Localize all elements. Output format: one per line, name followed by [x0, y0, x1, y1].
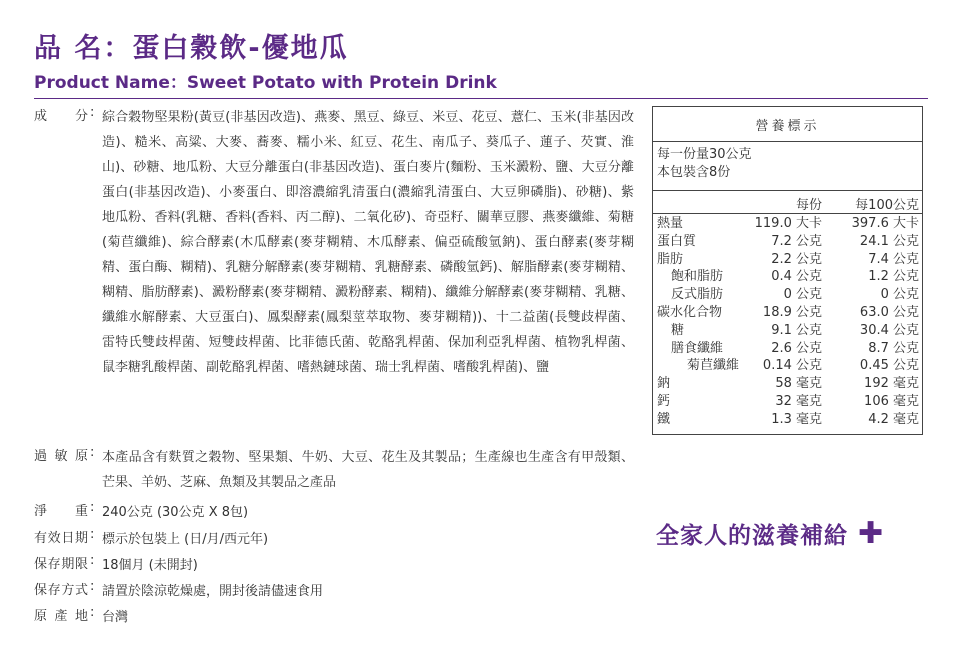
spec-colon: :: [90, 553, 95, 568]
expiry-text: 標示於包裝上 (日/月/西元年): [102, 532, 269, 547]
nutrient-per-100g: 192 毫克: [864, 376, 919, 392]
storage-text: 請置於陰涼乾燥處，開封後請儘速食用: [102, 584, 324, 599]
spec-label-char: 原: [34, 609, 48, 624]
spec-label-char: 淨: [34, 504, 48, 519]
nutrient-per-serving: 2.6 公克: [771, 340, 822, 356]
nutrient-name: 糖: [671, 322, 685, 338]
nutrient-per-serving: 2.2 公克: [771, 251, 822, 267]
spec-label-char: 期: [74, 531, 88, 546]
origin-text: 台灣: [102, 610, 129, 625]
nutrient-name: 脂肪: [657, 251, 684, 267]
spec-colon: :: [90, 527, 95, 542]
nutrient-per-serving: 0 公克: [783, 287, 822, 303]
nutrition-row: [653, 233, 922, 251]
nutrient-per-serving: 58 毫克: [775, 376, 822, 392]
nutrient-per-serving: 119.0 大卡: [754, 216, 822, 231]
nutrient-per-serving: 0.4 公克: [771, 269, 822, 285]
spec-label-char: 分: [74, 109, 88, 124]
nutrition-row: [653, 357, 922, 375]
nutrient-per-serving: 32 毫克: [775, 393, 822, 409]
nutrient-per-serving: 9.1 公克: [771, 322, 822, 338]
nutrient-name: 鐵: [657, 411, 671, 427]
nutrition-row: [653, 304, 922, 322]
nutrient-per-serving: 1.3 毫克: [771, 411, 822, 427]
nutrition-rows: [653, 214, 922, 429]
allergens-text: 本產品含有麩質之穀物、堅果類、牛奶、大豆、花生及其製品；生產線也生產含有甲殼類、芒果、羊奶、芝麻、魚類及其製品之產品: [102, 450, 634, 490]
nutrition-row: [653, 375, 922, 393]
nutrition-title: 營養標示: [653, 107, 922, 142]
serving-info: [653, 142, 922, 186]
col-per-serving: 每份: [795, 198, 822, 213]
shelf-life-text: 18個月 (未開封): [102, 558, 198, 573]
nutrient-per-100g: 106 毫克: [864, 393, 919, 409]
slogan: [656, 517, 884, 550]
nutrient-name: 蛋白質: [657, 233, 697, 249]
spec-colon: :: [90, 605, 95, 620]
nutrient-per-100g: 63.0 公克: [859, 304, 919, 320]
nutrition-row: [653, 286, 922, 304]
nutrient-name: 菊苣纖維: [687, 358, 740, 374]
spec-label-char: 重: [74, 504, 88, 519]
nutrition-row: [653, 268, 922, 286]
product-name-en: Product Name：Sweet Potato with Protein Drink: [34, 73, 497, 93]
nutrient-per-100g: 4.2 毫克: [868, 411, 919, 427]
nutrition-row: [653, 215, 922, 233]
nutrient-per-100g: 0 公克: [880, 287, 919, 303]
spec-label-char: 式: [74, 583, 88, 598]
nutrient-name: 飽和脂肪: [671, 269, 724, 285]
spec-label-char: 期: [61, 557, 75, 572]
nutrient-per-100g: 397.6 大卡: [851, 216, 919, 231]
spec-label-char: 存: [47, 557, 61, 572]
serving-size: 每一份量30公克: [657, 147, 752, 162]
spec-label-char: 有: [34, 531, 48, 546]
spec-colon: :: [90, 105, 95, 120]
nutrition-row: [653, 411, 922, 429]
spec-label-char: 保: [34, 583, 48, 598]
nutrient-per-100g: 7.4 公克: [868, 251, 919, 267]
nutrient-name: 膳食纖維: [671, 340, 724, 356]
nutrient-name: 反式脂肪: [671, 287, 724, 303]
nutrient-name: 鈣: [657, 393, 671, 409]
spec-label-char: 過: [34, 449, 48, 464]
spec-colon: :: [90, 579, 95, 594]
plus-icon: ✚: [858, 515, 885, 551]
nutrition-row: [653, 340, 922, 358]
nutrition-row: [653, 393, 922, 411]
header-divider: [34, 98, 928, 99]
spec-label-char: 方: [61, 583, 75, 598]
spec-label-char: 存: [47, 583, 61, 598]
nutrient-per-serving: 18.9 公克: [762, 304, 822, 320]
nutrition-column-header: [653, 190, 922, 214]
nutrient-per-100g: 1.2 公克: [868, 269, 919, 285]
nutrition-row: [653, 251, 922, 269]
nutrient-name: 熱量: [657, 216, 684, 231]
product-name-zh: 品 名：蛋白穀飲-優地瓜: [34, 33, 349, 64]
spec-label-char: 成: [34, 109, 48, 124]
nutrient-name: 碳水化合物: [657, 304, 723, 320]
nutrient-per-100g: 24.1 公克: [859, 233, 919, 249]
col-per-100g: 每100公克: [855, 198, 919, 213]
spec-label-char: 保: [34, 557, 48, 572]
spec-label-char: 日: [61, 531, 75, 546]
nutrient-per-serving: 7.2 公克: [771, 233, 822, 249]
spec-label-char: 效: [47, 531, 61, 546]
spec-label-char: 敏: [54, 449, 68, 464]
spec-label-char: 限: [74, 557, 88, 572]
spec-label-char: 原: [74, 449, 88, 464]
servings-per-pack: 本包裝含8份: [657, 165, 731, 180]
spec-colon: :: [90, 445, 95, 460]
slogan-text: 全家人的滋養補給: [656, 523, 848, 549]
nutrient-per-serving: 0.14 公克: [762, 358, 822, 374]
nutrition-facts-table: [652, 106, 923, 435]
net-weight-text: 240公克 (30公克 X 8包): [102, 505, 249, 520]
nutrient-name: 鈉: [657, 376, 671, 392]
ingredients-text: 綜合穀物堅果粉(黃豆(非基因改造)、燕麥、黑豆、綠豆、米豆、花豆、薏仁、玉米(非基因改造)、糙米、高粱、大麥、蕎麥、糯小米、紅豆、花生、南瓜子、葵瓜子、蓮子、芡實、淮山)、砂糖、地瓜粉、大豆分離蛋白(非基因改造)、蛋白麥片(麵粉、玉米澱粉、鹽、大豆分離蛋白(非基因改造)、小麥蛋白、即溶濃縮乳清蛋白(濃縮乳清蛋白、大豆卵磷脂)、砂糖)、紫地瓜粉、香料(乳糖、香料(香料、丙二醇)、二氧化矽)、奇亞籽、關華豆膠、燕麥纖維、菊糖(菊苣纖維)、綜合酵素(木瓜酵素(麥芽糊精、木瓜酵素、偏亞硫酸氫鈉)、蛋白酵素(麥芽糊精、蛋白酶、糊精)、乳糖分解酵素(麥芽糊精、乳糖酵素、磷酸氫鈣)、解脂酵素(麥芽糊精、糊精、脂肪酵素)、澱粉酵素(麥芽糊精、澱粉酵素、糊精)、纖維分解酵素(麥芽糊精、乳糖、纖維水解酵素、大豆蛋白)、鳳梨酵素(鳳梨莖萃取物、麥芽糊精))、十二益菌(長雙歧桿菌、雷特氏雙歧桿菌、短雙歧桿菌、比菲德氏菌、乾酪乳桿菌、保加利亞乳桿菌、植物乳桿菌、鼠李糖乳酸桿菌、副乾酪乳桿菌、嗜熱鏈球菌、瑞士乳桿菌、嗜酸乳桿菌)、鹽: [102, 110, 634, 375]
nutrient-per-100g: 0.45 公克: [859, 358, 919, 374]
spec-label-char: 地: [74, 609, 88, 624]
nutrient-per-100g: 8.7 公克: [868, 340, 919, 356]
nutrient-per-100g: 30.4 公克: [859, 322, 919, 338]
nutrition-row: [653, 322, 922, 340]
spec-label-char: 產: [54, 609, 68, 624]
spec-colon: :: [90, 500, 95, 515]
